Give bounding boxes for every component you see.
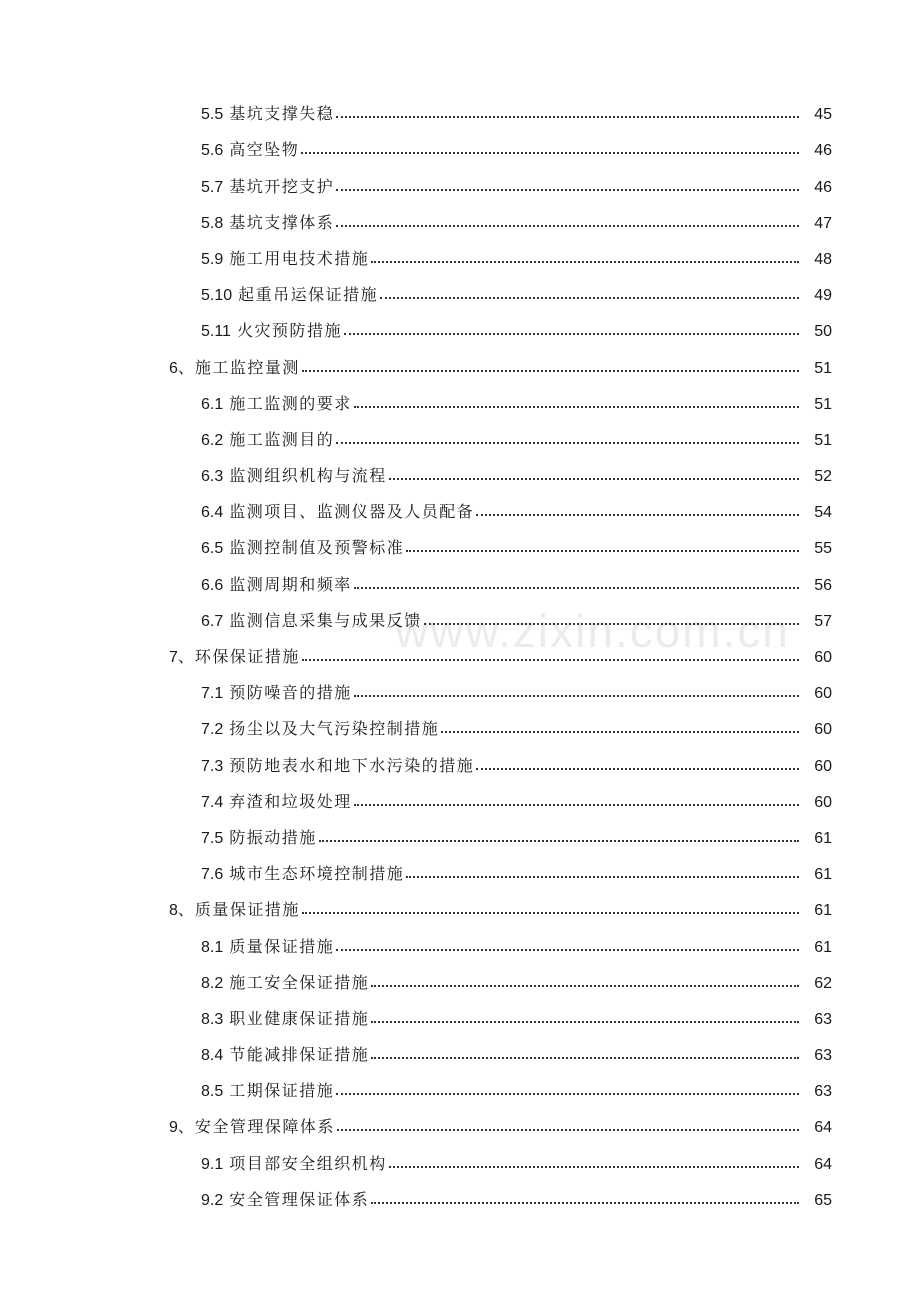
toc-entry-page-number: 50 bbox=[814, 323, 832, 341]
toc-entry-page-number: 47 bbox=[814, 214, 832, 232]
toc-entry-number: 6.5 bbox=[201, 540, 224, 558]
toc-entry-title: 安全管理保障体系 bbox=[194, 1117, 335, 1137]
dot-leader bbox=[354, 804, 799, 806]
toc-entry-page-number: 61 bbox=[814, 866, 832, 884]
toc-entry[interactable] bbox=[0, 957, 920, 993]
dot-leader bbox=[336, 442, 799, 444]
toc-entry-number: 5.10 bbox=[201, 287, 233, 305]
watermark: www.zixin.com.cn bbox=[395, 605, 790, 657]
toc-entry-title: 项目部安全组织机构 bbox=[229, 1153, 387, 1173]
toc-entry-title: 质量保证措施 bbox=[229, 936, 335, 956]
toc-entry-page-number: 52 bbox=[814, 468, 832, 486]
dot-leader bbox=[371, 985, 799, 987]
toc-entry[interactable] bbox=[0, 703, 920, 739]
dot-leader bbox=[476, 514, 799, 516]
toc-entry[interactable] bbox=[0, 739, 920, 775]
toc-entry-page-number: 51 bbox=[814, 395, 832, 413]
toc-entry[interactable] bbox=[0, 884, 920, 920]
dot-leader bbox=[371, 261, 799, 263]
toc-entry-number: 8.5 bbox=[201, 1083, 224, 1101]
toc-entry-title: 安全管理保证体系 bbox=[229, 1189, 370, 1209]
toc-entry-number: 9、 bbox=[169, 1119, 194, 1137]
toc-entry[interactable] bbox=[0, 197, 920, 233]
toc-entry-page-number: 61 bbox=[814, 902, 832, 920]
toc-entry-page-number: 51 bbox=[814, 431, 832, 449]
toc-entry[interactable] bbox=[0, 88, 920, 124]
toc-entry-title: 监测周期和频率 bbox=[229, 574, 352, 594]
dot-leader bbox=[371, 1202, 799, 1204]
toc-entry-title: 监测信息采集与成果反馈 bbox=[229, 610, 422, 630]
dot-leader bbox=[336, 1093, 799, 1095]
toc-entry-page-number: 63 bbox=[814, 1010, 832, 1028]
toc-entry-page-number: 64 bbox=[814, 1155, 832, 1173]
toc-entry-title: 施工监测目的 bbox=[229, 429, 335, 449]
toc-entry-number: 7、 bbox=[169, 649, 194, 666]
toc-entry-page-number: 56 bbox=[814, 576, 832, 594]
toc-entry-title: 施工监控量测 bbox=[194, 357, 300, 377]
toc-entry-page-number: 63 bbox=[814, 1083, 832, 1101]
dot-leader bbox=[380, 297, 799, 299]
toc-entry-number: 5.9 bbox=[201, 250, 224, 268]
toc-entry-title: 城市生态环境控制措施 bbox=[229, 864, 405, 884]
toc-entry-page-number: 57 bbox=[814, 612, 832, 630]
toc-entry-number: 6.1 bbox=[201, 395, 224, 413]
toc-entry[interactable] bbox=[0, 776, 920, 812]
toc-entry-number: 5.11 bbox=[201, 323, 231, 341]
dot-leader bbox=[406, 876, 799, 878]
toc-entry[interactable] bbox=[0, 414, 920, 450]
toc-entry[interactable] bbox=[0, 631, 920, 667]
toc-entry[interactable] bbox=[0, 341, 920, 377]
toc-entry-number: 8.2 bbox=[201, 974, 224, 992]
toc-entry-page-number: 61 bbox=[814, 829, 832, 847]
toc-entry-title: 弃渣和垃圾处理 bbox=[229, 791, 352, 811]
toc-entry-number: 7.4 bbox=[201, 793, 224, 811]
dot-leader bbox=[302, 659, 799, 661]
toc-entry-title: 质量保证措施 bbox=[194, 900, 300, 920]
toc-entry[interactable] bbox=[0, 1029, 920, 1065]
dot-leader bbox=[389, 478, 799, 480]
toc-entry-number: 8.3 bbox=[201, 1010, 224, 1028]
toc-entry-title: 起重吊运保证措施 bbox=[238, 285, 379, 305]
toc-entry[interactable] bbox=[0, 1137, 920, 1173]
dot-leader bbox=[336, 189, 799, 191]
dot-leader bbox=[406, 550, 799, 552]
dot-leader bbox=[354, 695, 799, 697]
toc-entry-title: 防振动措施 bbox=[229, 827, 317, 847]
toc-entry-number: 7.1 bbox=[201, 685, 224, 703]
toc-entry-number: 7.6 bbox=[201, 866, 224, 884]
toc-entry[interactable] bbox=[0, 486, 920, 522]
dot-leader bbox=[336, 225, 799, 227]
dot-leader bbox=[302, 370, 799, 372]
toc-entry[interactable] bbox=[0, 269, 920, 305]
toc-entry[interactable] bbox=[0, 124, 920, 160]
dot-leader bbox=[371, 1021, 799, 1023]
toc-entry-title: 基坑支撑体系 bbox=[229, 212, 335, 232]
dot-leader bbox=[371, 1057, 799, 1059]
dot-leader bbox=[354, 587, 799, 589]
toc-entry[interactable] bbox=[0, 667, 920, 703]
toc-entry-title: 环保保证措施 bbox=[194, 647, 300, 666]
dot-leader bbox=[319, 840, 799, 842]
toc-entry-number: 6.3 bbox=[201, 468, 224, 486]
toc-entry-title: 监测控制值及预警标准 bbox=[229, 538, 405, 558]
dot-leader bbox=[389, 1166, 799, 1168]
toc-entry-title: 施工安全保证措施 bbox=[229, 972, 370, 992]
toc-entry[interactable] bbox=[0, 595, 920, 631]
toc-entry-page-number: 60 bbox=[814, 685, 832, 703]
toc-entry-number: 7.2 bbox=[201, 721, 224, 739]
dot-leader bbox=[354, 406, 799, 408]
toc-entry-number: 6.4 bbox=[201, 504, 224, 522]
toc-entry[interactable] bbox=[0, 848, 920, 884]
toc-entry-title: 火灾预防措施 bbox=[236, 321, 342, 341]
toc-entry-number: 9.1 bbox=[201, 1155, 224, 1173]
toc-entry-number: 8.1 bbox=[201, 938, 224, 956]
toc-entry-page-number: 62 bbox=[814, 974, 832, 992]
toc-entry-number: 6.6 bbox=[201, 576, 224, 594]
toc-entry-page-number: 64 bbox=[814, 1119, 832, 1137]
dot-leader bbox=[476, 768, 799, 770]
toc-entry-title: 预防噪音的措施 bbox=[229, 683, 352, 703]
toc-entry[interactable] bbox=[0, 160, 920, 196]
toc-entry-number: 5.7 bbox=[201, 178, 224, 196]
toc-entry-page-number: 51 bbox=[814, 359, 832, 377]
toc-entry-page-number: 54 bbox=[814, 504, 832, 522]
dot-leader bbox=[344, 333, 799, 335]
toc-entry-page-number: 46 bbox=[814, 178, 832, 196]
toc-entry-page-number: 48 bbox=[814, 250, 832, 268]
toc-entry[interactable] bbox=[0, 450, 920, 486]
toc-entry-title: 高空坠物 bbox=[229, 140, 300, 160]
toc-entry-number: 7.5 bbox=[201, 829, 224, 847]
toc-entry[interactable] bbox=[0, 558, 920, 594]
dot-leader bbox=[424, 623, 799, 625]
dot-leader bbox=[336, 116, 799, 118]
toc-entry-title: 扬尘以及大气污染控制措施 bbox=[229, 719, 440, 739]
toc-entry-page-number: 60 bbox=[814, 793, 832, 811]
toc-entry-number: 6.7 bbox=[201, 612, 224, 630]
toc-entry-number: 9.2 bbox=[201, 1191, 224, 1209]
toc-entry-number: 5.6 bbox=[201, 142, 224, 160]
toc-entry-number: 6.2 bbox=[201, 431, 224, 449]
toc-entry[interactable] bbox=[0, 378, 920, 414]
toc-entry[interactable] bbox=[0, 1101, 920, 1137]
toc-entry-number: 8、 bbox=[169, 902, 194, 920]
toc-entry-page-number: 55 bbox=[814, 540, 832, 558]
toc-entry[interactable] bbox=[0, 522, 920, 558]
toc-entry-page-number: 46 bbox=[814, 142, 832, 160]
toc-entry-page-number: 60 bbox=[814, 721, 832, 739]
toc-entry[interactable] bbox=[0, 1174, 920, 1210]
dot-leader bbox=[337, 1129, 799, 1131]
toc-entry-title: 基坑开挖支护 bbox=[229, 176, 335, 196]
toc-entry-title: 施工监测的要求 bbox=[229, 393, 352, 413]
toc-entry[interactable] bbox=[0, 812, 920, 848]
toc-entry-number: 5.8 bbox=[201, 214, 224, 232]
toc-entry[interactable] bbox=[0, 1065, 920, 1101]
toc-entry-number: 7.3 bbox=[201, 757, 224, 775]
toc-entry-page-number: 65 bbox=[814, 1191, 832, 1209]
toc-entry-title: 职业健康保证措施 bbox=[229, 1008, 370, 1028]
table-of-contents bbox=[0, 88, 920, 1210]
dot-leader bbox=[441, 731, 799, 733]
toc-entry-page-number: 63 bbox=[814, 1047, 832, 1065]
toc-entry[interactable] bbox=[0, 233, 920, 269]
toc-entry-title: 施工用电技术措施 bbox=[229, 248, 370, 268]
toc-entry-title: 工期保证措施 bbox=[229, 1081, 335, 1101]
toc-entry-title: 监测项目、监测仪器及人员配备 bbox=[229, 502, 475, 522]
dot-leader bbox=[336, 949, 799, 951]
dot-leader bbox=[301, 152, 799, 154]
toc-entry[interactable] bbox=[0, 920, 920, 956]
toc-entry-number: 6、 bbox=[169, 359, 194, 377]
toc-entry-title: 预防地表水和地下水污染的措施 bbox=[229, 755, 475, 775]
toc-entry-page-number: 49 bbox=[814, 287, 832, 305]
toc-entry-page-number: 60 bbox=[814, 757, 832, 775]
toc-entry-title: 基坑支撑失稳 bbox=[229, 104, 335, 124]
toc-entry-title: 节能减排保证措施 bbox=[229, 1045, 370, 1065]
toc-entry-number: 8.4 bbox=[201, 1047, 224, 1065]
toc-entry[interactable] bbox=[0, 305, 920, 341]
toc-entry-title: 监测组织机构与流程 bbox=[229, 466, 387, 486]
toc-entry-page-number: 60 bbox=[814, 649, 832, 666]
toc-entry-page-number: 45 bbox=[814, 106, 832, 124]
dot-leader bbox=[302, 912, 799, 914]
toc-entry-number: 5.5 bbox=[201, 106, 224, 124]
toc-entry-page-number: 61 bbox=[814, 938, 832, 956]
toc-entry[interactable] bbox=[0, 993, 920, 1029]
